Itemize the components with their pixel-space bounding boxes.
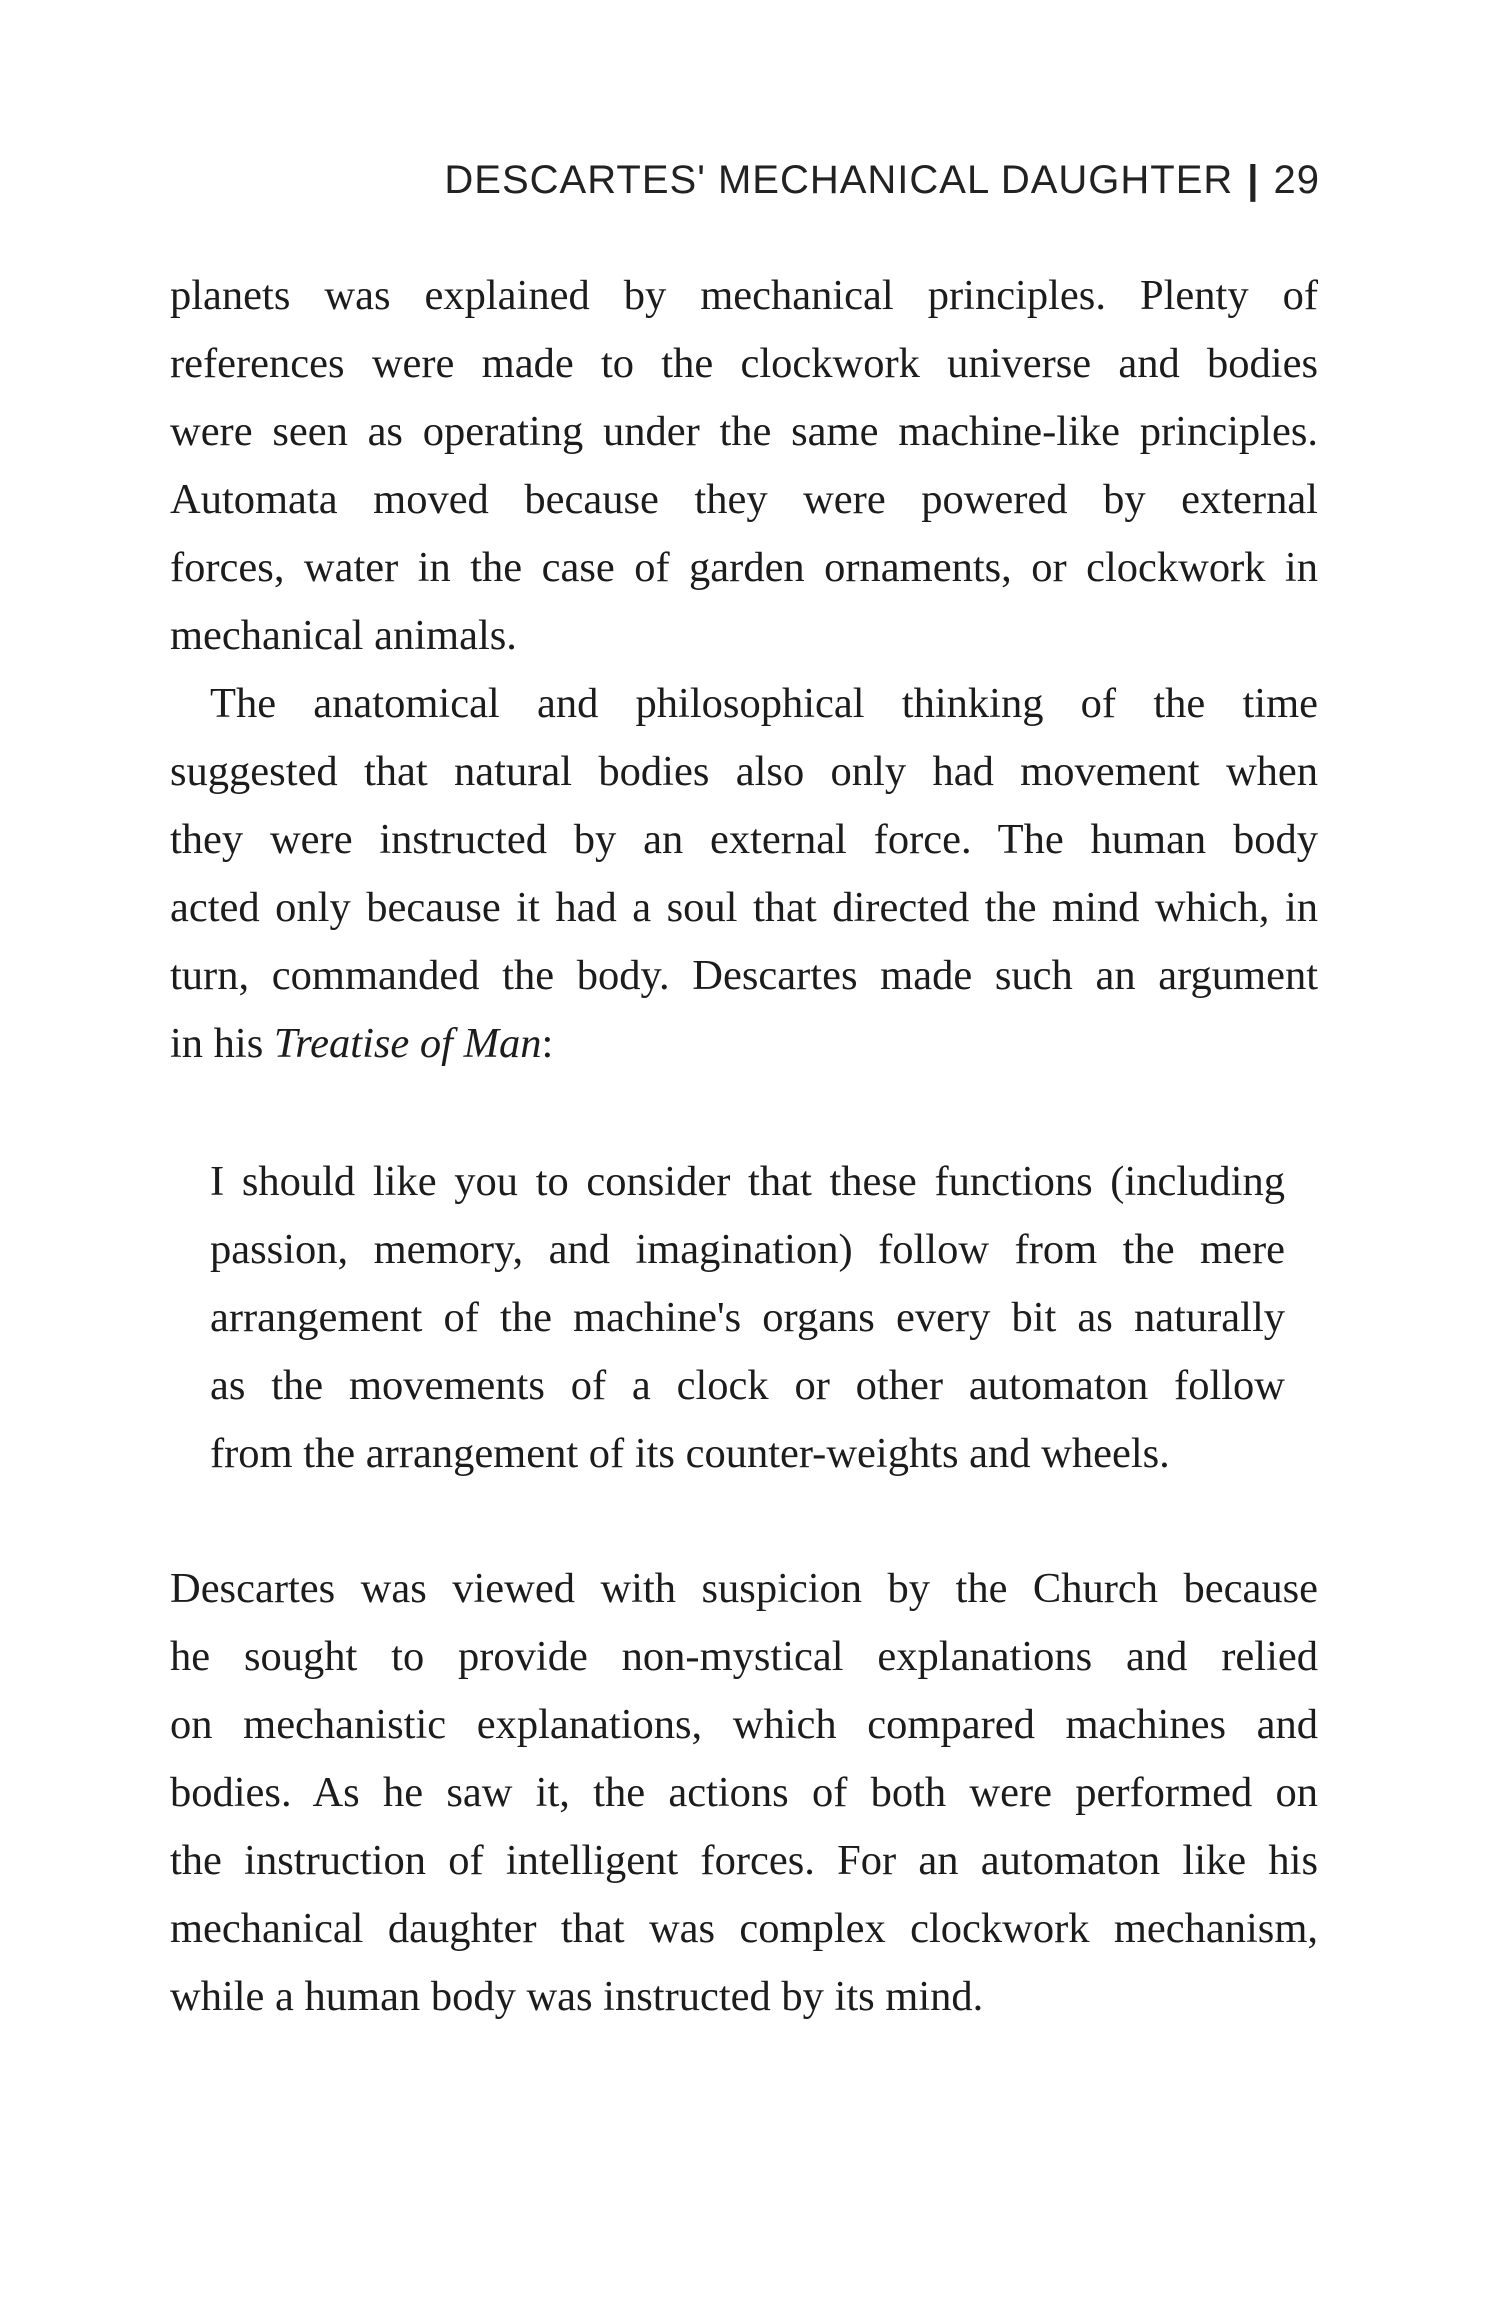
paragraph-line: they were instructed by an external force. The human body — [170, 816, 1318, 863]
blockquote — [210, 1148, 1285, 1488]
paragraph-line: The anatomical and philosophical thinking of the time — [210, 680, 1318, 727]
paragraph-line: were seen as operating under the same machine-like principles. — [170, 408, 1318, 455]
paragraph-line: forces, water in the case of garden ornaments, or clockwork in — [170, 544, 1318, 591]
paragraph-2 — [170, 670, 1318, 1078]
paragraph-line: Automata moved because they were powered by external — [170, 476, 1318, 523]
running-head-title: DESCARTES' MECHANICAL DAUGHTER — [444, 158, 1234, 202]
paragraph-line: on mechanistic explanations, which compared machines and — [170, 1701, 1318, 1748]
quote-line: from the arrangement of its counter-weights and wheels. — [210, 1430, 1170, 1477]
paragraph-line: turn, commanded the body. Descartes made such an argument — [170, 952, 1318, 999]
paragraph-line: mechanical daughter that was complex clockwork mechanism, — [170, 1905, 1318, 1952]
quote-line: arrangement of the machine's organs every bit as naturally — [210, 1294, 1285, 1341]
paragraph-line: references were made to the clockwork universe and bodies — [170, 340, 1318, 387]
paragraph-line: mechanical animals. — [170, 612, 517, 659]
quote-line: passion, memory, and imagination) follow from the mere — [210, 1226, 1285, 1273]
paragraph-line: bodies. As he saw it, the actions of both were performed on — [170, 1769, 1318, 1816]
paragraph-line: the instruction of intelligent forces. For an automaton like his — [170, 1837, 1318, 1884]
paragraph-line: he sought to provide non-mystical explanations and relied — [170, 1633, 1318, 1680]
line-prefix: in his — [170, 1020, 274, 1067]
running-head-separator: | — [1247, 158, 1260, 202]
paragraph-line: acted only because it had a soul that directed the mind which, in — [170, 884, 1318, 931]
paragraph-3 — [170, 1555, 1318, 2031]
paragraph-line: while a human body was instructed by its mind. — [170, 1973, 984, 2020]
quote-line: I should like you to consider that these functions (including — [210, 1158, 1285, 1205]
running-head — [444, 158, 1320, 203]
paragraph-1 — [170, 262, 1318, 670]
line-suffix: : — [541, 1020, 554, 1067]
page-number: 29 — [1273, 158, 1320, 202]
quote-line: as the movements of a clock or other automaton follow — [210, 1362, 1285, 1409]
book-title: Treatise of Man — [273, 1020, 542, 1067]
paragraph-line: planets was explained by mechanical principles. Plenty of — [170, 272, 1318, 319]
paragraph-line: suggested that natural bodies also only had movement when — [170, 748, 1318, 795]
paragraph-line-with-title — [170, 1010, 1318, 1078]
paragraph-line: Descartes was viewed with suspicion by the Church because — [170, 1565, 1318, 1612]
